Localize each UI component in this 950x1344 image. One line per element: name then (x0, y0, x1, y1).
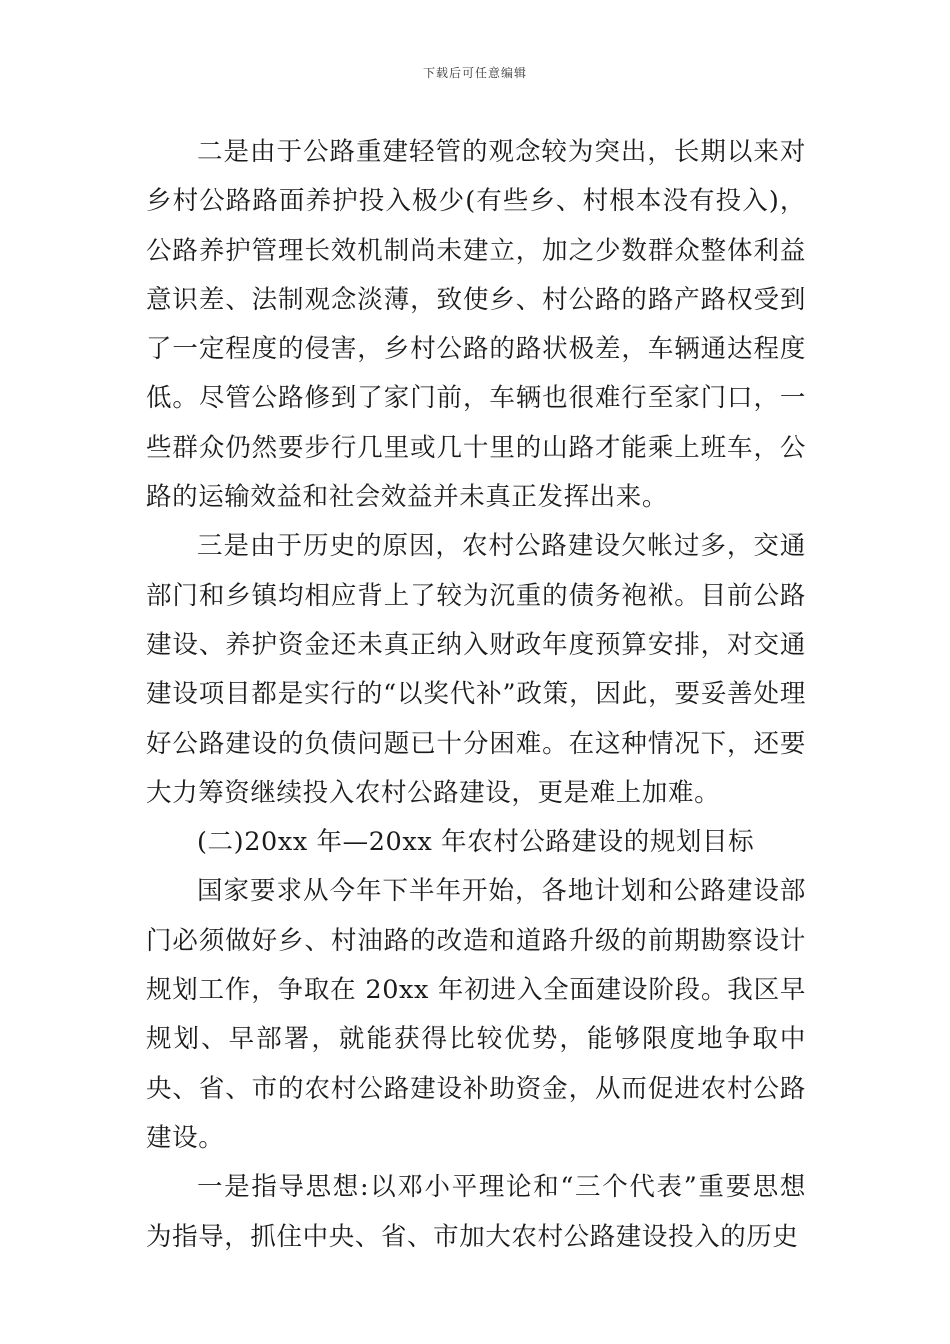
paragraph-road-maintenance: 二是由于公路重建轻管的观念较为突出，长期以来对乡村公路路面养护投入极少(有些乡、村根本没有投入)，公路养护管理长效机制尚未建立，加之少数群众整体利益意识差、法制观念淡薄，致使乡、村公路的路产路权受到了一定程度的侵害，乡村公路的路状极差，车辆通达程度低。尽管公路修到了家门前，车辆也很难行至家门口，一些群众仍然要步行几里或几十里的山路才能乘上班车，公路的运输效益和社会效益并未真正发挥出来。 (146, 137, 806, 513)
paragraph-national-requirements: 国家要求从今年下半年开始，各地计划和公路建设部门必须做好乡、村油路的改造和道路升级的前期勘察设计规划工作，争取在 20xx 年初进入全面建设阶段。我区早规划、早部署，就能获得比较优势，能够限度地争取中央、省、市的农村公路建设补助资金，从而促进农村公路建设。 (146, 876, 806, 1153)
page-header-note: 下载后可任意编辑 (422, 66, 527, 80)
section-heading-planning-goals: (二)20xx 年—20xx 年农村公路建设的规划目标 (197, 827, 755, 858)
paragraph-guiding-ideology: 一是指导思想:以邓小平理论和“三个代表”重要思想为指导，抓住中央、省、市加大农村公路建设投入的历史 (146, 1172, 806, 1252)
paragraph-debt-burden: 三是由于历史的原因，农村公路建设欠帐过多，交通部门和乡镇均相应背上了较为沉重的债务袍袱。目前公路建设、养护资金还未真正纳入财政年度预算安排，对交通建设项目都是实行的“以奖代补”政策，因此，要妥善处理好公路建设的负债问题已十分困难。在这种情况下，还要大力筹资继续投入农村公路建设，更是难上加难。 (146, 531, 806, 808)
document-body (146, 128, 806, 1262)
